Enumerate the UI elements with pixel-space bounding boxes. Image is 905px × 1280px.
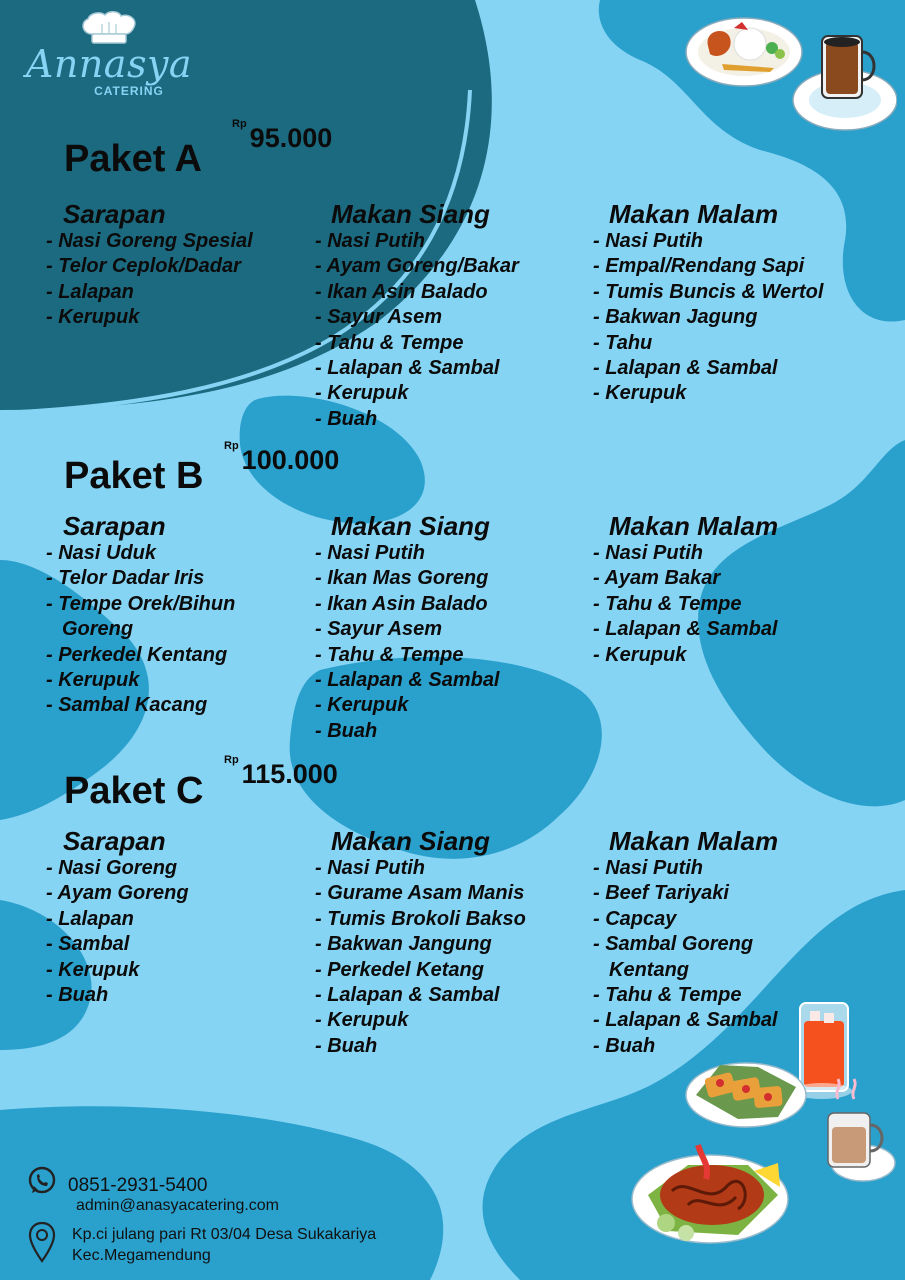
dinner-food-illustration	[628, 995, 898, 1265]
paket-a-sarapan	[46, 200, 346, 331]
paket-c-price: $^{Rp}$ 115.000	[224, 754, 338, 789]
location-pin-icon	[28, 1221, 56, 1265]
column-heading: Makan Malam	[609, 199, 779, 229]
list-item: - Empal/Rendang Sapi	[593, 255, 805, 278]
list-item: - Buah	[593, 1034, 656, 1057]
brand-name: Annasya	[25, 42, 193, 86]
list-item: - Telor Ceplok/Dadar	[46, 255, 241, 278]
column-heading: Sarapan	[63, 826, 166, 856]
list-item: - Bakwan Jangung	[315, 933, 492, 956]
list-item: - Nasi Uduk	[46, 542, 157, 564]
paket-b-price: $^{Rp}$ 100.000	[224, 440, 340, 475]
column-heading: Makan Siang	[331, 511, 490, 541]
list-item: - Nasi Putih	[315, 230, 426, 252]
chef-hat-icon	[78, 10, 140, 46]
paket-b-makan-siang	[315, 512, 615, 744]
list-item: - Sayur Asem	[315, 306, 443, 329]
list-item: - Kerupuk	[593, 382, 687, 405]
list-item: - Buah	[315, 719, 378, 742]
breakfast-plate-illustration	[682, 8, 897, 133]
list-item: - Buah	[315, 1034, 378, 1057]
list-item: - Tumis Brokoli Bakso	[315, 907, 526, 930]
list-item: - Tahu	[593, 331, 653, 354]
list-item: - Ayam Goreng	[46, 882, 189, 905]
brand-subtitle: CATERING	[94, 84, 164, 98]
list-item: - Tempe Orek/Bihun	[46, 592, 236, 615]
list-item: - Perkedel Kentang	[46, 643, 228, 666]
list-item: - Beef Tariyaki	[593, 882, 729, 905]
list-item: - Kerupuk	[315, 694, 409, 717]
paket-b-makan-malam	[593, 512, 893, 668]
list-item: - Nasi Putih	[593, 230, 704, 252]
list-item: - Kerupuk	[315, 1009, 409, 1032]
paket-a-makan-siang	[315, 200, 615, 432]
list-item: - Tahu & Tempe	[315, 331, 464, 354]
list-item: - Ayam Bakar	[593, 567, 721, 590]
list-item: - Tahu & Tempe	[315, 643, 464, 666]
list-item: - Nasi Putih	[315, 542, 426, 564]
list-item: - Lalapan & Sambal	[593, 618, 778, 641]
column-heading: Sarapan	[63, 199, 166, 229]
list-item: Goreng	[62, 618, 134, 641]
list-item: - Capcay	[593, 907, 677, 930]
list-item: - Nasi Putih	[593, 542, 704, 564]
list-item: - Kerupuk	[593, 643, 687, 666]
phone-number[interactable]: 0851-2931-5400	[68, 1175, 208, 1196]
paket-c-title: Paket C	[64, 770, 204, 812]
list-item: - Buah	[46, 984, 109, 1007]
paket-a-price: $^{Rp}$ 95.000	[232, 118, 333, 153]
paket-c-makan-siang	[315, 827, 615, 1059]
paket-b-sarapan	[46, 512, 346, 719]
paket-c-sarapan	[46, 827, 346, 1008]
list-item: - Buah	[315, 407, 378, 430]
list-item: - Sayur Asem	[315, 618, 443, 641]
paket-a-makan-malam	[593, 200, 893, 407]
list-item: - Ikan Asin Balado	[315, 592, 488, 615]
brand-logo	[14, 10, 204, 110]
list-item: - Ayam Goreng/Bakar	[315, 255, 519, 278]
paket-a-title: Paket A	[64, 138, 202, 180]
column-heading: Makan Siang	[331, 826, 490, 856]
list-item: - Lalapan	[46, 280, 134, 303]
paket-b-title: Paket B	[64, 455, 204, 497]
list-item: - Kerupuk	[315, 382, 409, 405]
email-address[interactable]: admin@anasyacatering.com	[76, 1197, 280, 1214]
list-item: - Nasi Putih	[593, 857, 704, 879]
list-item: - Kerupuk	[46, 669, 140, 692]
list-item: - Lalapan	[46, 907, 134, 930]
list-item: - Lalapan & Sambal	[315, 984, 500, 1007]
list-item: - Ikan Asin Balado	[315, 280, 488, 303]
list-item: - Ikan Mas Goreng	[315, 567, 489, 590]
list-item: - Lalapan & Sambal	[315, 669, 500, 692]
list-item: - Kerupuk	[46, 958, 140, 981]
list-item: - Tahu & Tempe	[593, 592, 742, 615]
list-item: - Telor Dadar Iris	[46, 567, 205, 590]
column-heading: Makan Malam	[609, 826, 779, 856]
list-item: - Kerupuk	[46, 306, 140, 329]
list-item: - Sambal Goreng	[593, 933, 754, 956]
bottom-left-blob	[0, 1106, 443, 1280]
list-item: Kentang	[609, 958, 689, 981]
list-item: - Bakwan Jagung	[593, 306, 758, 329]
list-item: - Tumis Buncis & Wertol	[593, 280, 824, 303]
column-heading: Makan Malam	[609, 511, 779, 541]
whatsapp-icon	[26, 1165, 58, 1197]
list-item: - Lalapan & Sambal	[593, 357, 778, 380]
list-item: - Sambal	[46, 933, 130, 956]
list-item: - Nasi Goreng	[46, 857, 178, 879]
list-item: - Nasi Putih	[315, 857, 426, 879]
column-heading: Sarapan	[63, 511, 166, 541]
list-item: - Sambal Kacang	[46, 694, 208, 717]
list-item: - Lalapan & Sambal	[593, 1009, 778, 1032]
address-line-1: Kp.ci julang pari Rt 03/04 Desa Sukakariya	[72, 1226, 377, 1243]
column-heading: Makan Siang	[331, 199, 490, 229]
address-line-2: Kec.Megamendung	[72, 1247, 211, 1264]
list-item: - Perkedel Ketang	[315, 958, 484, 981]
list-item: - Nasi Goreng Spesial	[46, 230, 253, 252]
list-item: - Gurame Asam Manis	[315, 882, 525, 905]
list-item: - Lalapan & Sambal	[315, 357, 500, 380]
list-item: - Tahu & Tempe	[593, 984, 742, 1007]
